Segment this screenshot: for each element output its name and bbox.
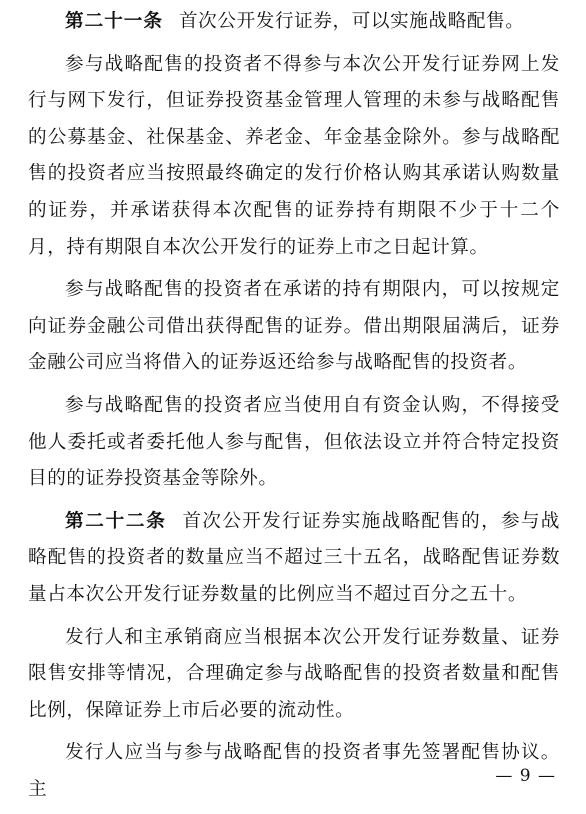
paragraph bbox=[28, 735, 560, 808]
article-title: 第二十一条 bbox=[65, 11, 163, 32]
paragraph-text: 发行人和主承销商应当根据本次公开发行证券数量、证券限售安排等情况，合理确定参与战略配售的投资者数量和配售比例，保障证券上市后必要的流动性。 bbox=[28, 626, 560, 721]
article-22-intro bbox=[28, 504, 560, 614]
paragraph-text: 首次公开发行证券实施战略配售的，参与战略配售的投资者的数量应当不超过三十五名，战略配售证券数量占本次公开发行证券数量的比例应当不超过百分之五十。 bbox=[28, 510, 560, 605]
paragraph bbox=[28, 47, 560, 267]
paragraph-text: 参与战略配售的投资者应当使用自有资金认购，不得接受他人委托或者委托他人参与配售，但依法设立并符合特定投资目的的证券投资基金等除外。 bbox=[28, 394, 560, 490]
article-title: 第二十二条 bbox=[65, 510, 167, 532]
paragraph-text: 首次公开发行证券，可以实施战略配售。 bbox=[178, 11, 525, 32]
paragraph bbox=[28, 272, 560, 382]
paragraph bbox=[28, 388, 560, 498]
page-number: — 9 — bbox=[495, 766, 556, 786]
paragraph bbox=[28, 620, 560, 730]
document-body bbox=[28, 4, 560, 814]
paragraph-text: 参与战略配售的投资者在承诺的持有期限内，可以按规定向证券金融公司借出获得配售的证券。借出期限届满后，证券金融公司应当将借入的证券返还给参与战略配售的投资者。 bbox=[28, 279, 560, 374]
paragraph-text: 发行人应当与参与战略配售的投资者事先签署配售协议。主 bbox=[28, 742, 560, 800]
article-21-intro bbox=[28, 4, 560, 41]
paragraph-text: 参与战略配售的投资者不得参与本次公开发行证券网上发行与网下发行，但证券投资基金管理人管理的未参与战略配售的公募基金、社保基金、养老金、年金基金除外。参与战略配售的投资者应当按照最终确定的发行价格认购其承诺认购数量的证券，并承诺获得本次配售的证券持有期限不少于十二个月，持有期限自本次公开发行的证券上市之日起计算。 bbox=[28, 53, 560, 258]
